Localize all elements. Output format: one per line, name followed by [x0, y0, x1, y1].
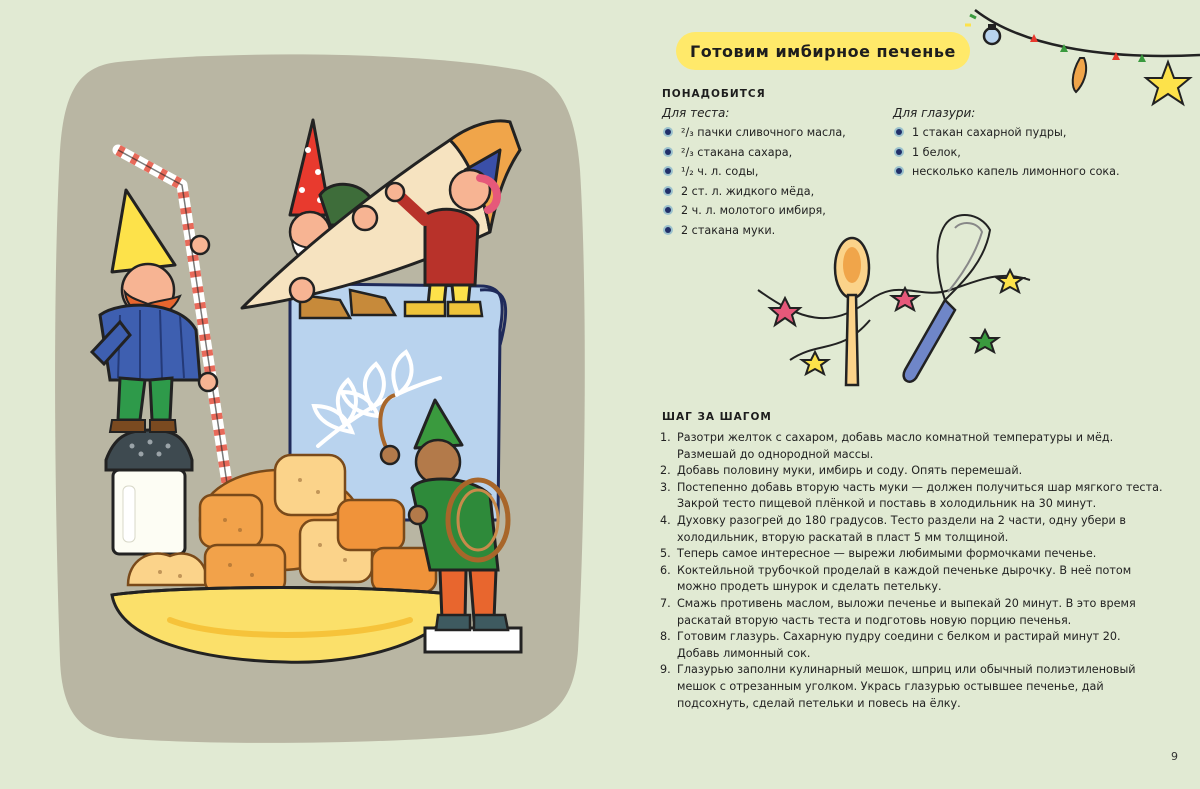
step-number: 5.	[660, 547, 671, 561]
salt-shaker	[106, 430, 192, 554]
step-item	[660, 546, 1165, 563]
list-item: 2 стакана муки.	[662, 221, 846, 241]
step-item	[660, 513, 1165, 546]
steps-list	[660, 430, 1165, 712]
step-number: 9.	[660, 663, 671, 677]
list-item: ²/₃ стакана сахара,	[662, 143, 846, 163]
step-text: Духовку разогрей до 180 градусов. Тесто раздели на 2 части, одну убери в холодильник, вторую раскатай в пласт 5 мм толщиной.	[677, 513, 1126, 544]
step-number: 8.	[660, 630, 671, 644]
step-number: 2.	[660, 464, 671, 478]
step-item	[660, 463, 1165, 480]
step-number: 6.	[660, 563, 671, 577]
step-text: Теперь самое интересное — вырежи любимыми формочками печенье.	[677, 547, 1097, 561]
dough-heading: Для теста:	[662, 106, 730, 120]
list-item: ¹/₂ ч. л. соды,	[662, 162, 846, 182]
list-item: ²/₃ пачки сливочного масла,	[662, 123, 846, 143]
page-number: 9	[1171, 750, 1178, 763]
step-text: Разотри желток с сахаром, добавь масло комнатной температуры и мёд. Размешай до однородной массы.	[677, 431, 1114, 461]
dough-ingredients-list	[662, 123, 846, 240]
step-item	[660, 430, 1165, 463]
step-item	[660, 662, 1165, 712]
glaze-ingredients-list	[893, 123, 1120, 182]
list-item: 1 белок,	[893, 143, 1120, 163]
list-item: 1 стакан сахарной пудры,	[893, 123, 1120, 143]
step-item	[660, 629, 1165, 662]
step-text: Коктейльной трубочкой проделай в каждой печеньке дырочку. В неё потом можно продеть шнурок и сделать петельку.	[677, 563, 1132, 594]
step-text: Добавь половину муки, имбирь и соду. Опять перемешай.	[677, 464, 1023, 478]
step-number: 4.	[660, 513, 671, 527]
spoon-whisk-decoration	[758, 215, 1030, 385]
list-item: 2 ч. л. молотого имбиря,	[662, 201, 846, 221]
step-number: 7.	[660, 596, 671, 610]
glaze-heading: Для глазури:	[893, 106, 976, 120]
garland-decoration	[965, 10, 1200, 104]
needs-heading: ПОНАДОБИТСЯ	[662, 88, 766, 100]
step-item	[660, 563, 1165, 596]
step-number: 3.	[660, 480, 671, 494]
step-item	[660, 480, 1165, 513]
list-item: несколько капель лимонного сока.	[893, 162, 1120, 182]
recipe-title: Готовим имбирное печенье	[676, 32, 970, 70]
step-item	[660, 596, 1165, 629]
list-item: 2 ст. л. жидкого мёда,	[662, 182, 846, 202]
step-text: Смажь противень маслом, выложи печенье и выпекай 20 минут. В это время раскатай вторую часть теста и подготовь новую порцию печенья.	[677, 596, 1136, 627]
step-text: Постепенно добавь вторую часть муки — должен получиться шар мягкого теста. Закрой тесто пищевой плёнкой и поставь в холодильник на 30 минут.	[677, 480, 1163, 511]
steps-heading: ШАГ ЗА ШАГОМ	[662, 411, 772, 423]
step-text: Готовим глазурь. Сахарную пудру соедини с белком и растирай минут 20. Добавь лимонный сок.	[677, 630, 1121, 660]
step-number: 1.	[660, 431, 671, 444]
step-text: Глазурью заполни кулинарный мешок, шприц или обычный полиэтиленовый мешок с отрезанным уголком. Укрась глазурью остывшее печенье, дай подсохнуть, сделай петельки и повесь на ёлку.	[677, 663, 1136, 710]
